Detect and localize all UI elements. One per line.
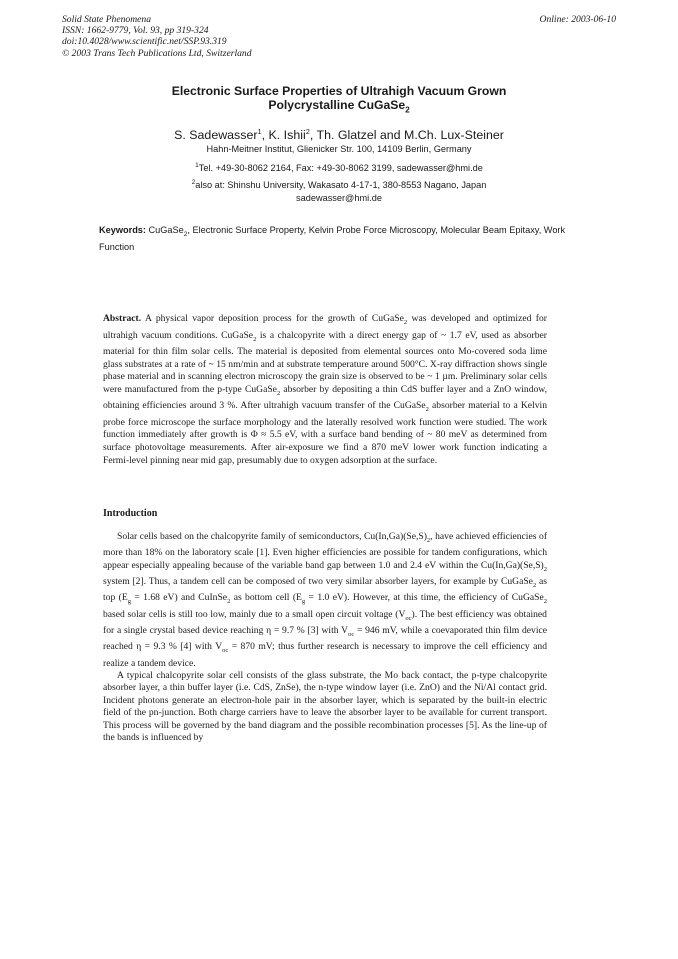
title-line-2 bbox=[100, 98, 578, 117]
abstract-text-1: A physical vapor deposition process for the growth of CuGaSe bbox=[141, 313, 404, 324]
p1-sub-5: 2 bbox=[543, 598, 548, 606]
keywords-label: Keywords: bbox=[99, 225, 146, 235]
p1-j: ). The best efficiency was obtained for a single crystal based device reaching η = 9.7 % [3] with V bbox=[103, 608, 547, 636]
abstract-sub-2: 2 bbox=[253, 335, 257, 343]
p1-c: system [2]. Thus, a tandem cell can be composed of two very similar absorber layers, for example by CuGaSe bbox=[103, 576, 533, 588]
p1-b: , have achieved efficiencies of more than 18% on the laboratory scale [1]. Even higher efficiencies are possible for tandem configurations, which appear especially appealing because of the variable band gap between 1.0 and 2.4 eV within the Cu(In,Ga)(Se,S) bbox=[103, 531, 548, 571]
keywords bbox=[99, 224, 579, 254]
abstract-sub-3: 2 bbox=[276, 389, 281, 397]
p1-sub-oc3: oc bbox=[222, 647, 229, 655]
author-2: K. Ishii bbox=[268, 128, 306, 143]
contact-text: Tel. +49-30-8062 2164, Fax: +49-30-8062 3199, sadewasser@hmi.de bbox=[198, 163, 483, 174]
author-1: S. Sadewasser bbox=[174, 128, 258, 143]
p1-l: = 870 mV; thus further research is necessary to improve the cell efficiency and realize a tandem device. bbox=[103, 641, 547, 669]
journal-header bbox=[62, 14, 252, 59]
also-sup: 2 bbox=[191, 179, 196, 186]
journal-name: Solid State Phenomena bbox=[62, 14, 151, 25]
keyword-1-sub: 2 bbox=[183, 230, 188, 238]
abstract-text-5: absorber material to a Kelvin probe force microscope the surface morphology and the laterally resolved work function were studied. The work function immediately after growth is Φ ≈ 5.5 eV, with a surface band bending of ~ 80 meV as determined from surface photovoltage measurements. After air-exposure we find a 870 meV lower work function indicating a Fermi-level pinning near mid gap, presumably due to oxygen adsorption at the surface. bbox=[103, 400, 547, 466]
intro-paragraph-2: A typical chalcopyrite solar cell consists of the glass substrate, the Mo back contact, the p-type chalcopyrite absorber layer, a thin buffer layer (i.e. CdS, ZnSe), the n-type window layer (i.e. ZnO) and the Ni/Al contact grid. Incident photons generate an electron-hole pair in the absorber layer, which is separated by the built-in electric field of the pn-junction. Both charge carriers have to leave the absorber layer to be available for current transport. This process will be governed by the band diagram and the possible recombination processes [5]. As the line-up of the bands is influenced by bbox=[103, 670, 547, 744]
abstract-label: Abstract. bbox=[103, 313, 142, 324]
authors-rest: , Th. Glatzel and M.Ch. Lux-Steiner bbox=[309, 128, 504, 143]
keyword-1: CuGaSe bbox=[145, 225, 184, 235]
title-subscript: 2 bbox=[405, 105, 410, 115]
section-heading-introduction: Introduction bbox=[103, 508, 158, 519]
intro-paragraph-1 bbox=[103, 531, 547, 670]
p1-d: as top (E bbox=[103, 576, 548, 604]
p1-h: = 1.0 eV). However, at this time, the efficiency of CuGaSe bbox=[305, 592, 544, 604]
abstract-text-3: is a chalcopyrite with a direct energy gap of ~ 1.7 eV, used as absorber material for thin film solar cells. The material is deposited from elemental sources onto Mo-covered soda lime glass substrates at a rate of ~ 15 nm/min and at substrate temperature around 500°C. X-ray diffraction shows single phase material and in scanning electron microscopy the grain size is observed to be ~ 1 µm. Preliminary solar cells were manufactured from the p-type CuGaSe bbox=[103, 329, 547, 395]
title-line-2-text: Polycrystalline CuGaSe bbox=[268, 98, 406, 112]
p1-sub-g2: g bbox=[301, 598, 306, 606]
abstract-text-4: absorber by depositing a thin CdS buffer layer and a ZnO window, obtaining efficiencies around 3 %. After ultrahigh vacuum transfer of the CuGaSe bbox=[103, 383, 547, 412]
p1-e: = 1.68 eV) and CuInSe bbox=[130, 592, 228, 604]
abstract bbox=[103, 313, 547, 467]
p1-sub-4: 2 bbox=[227, 598, 231, 606]
online-date: Online: 2003-06-10 bbox=[539, 14, 616, 25]
abstract-sub-4: 2 bbox=[425, 406, 429, 414]
p1-sub-1: 2 bbox=[426, 536, 431, 544]
abstract-text-2: was developed and optimized for ultrahigh vacuum conditions. CuGaSe bbox=[103, 313, 547, 341]
p1-sub-oc1: oc bbox=[405, 614, 412, 622]
affiliation-institute: Hahn-Meitner Institut, Glienicker Str. 100, 14109 Berlin, Germany bbox=[206, 144, 472, 154]
doi-line: doi:10.4028/www.scientific.net/SSP.93.319 bbox=[62, 36, 227, 48]
copyright-line: © 2003 Trans Tech Publications Ltd, Switzerland bbox=[62, 47, 252, 59]
p1-f: as bottom cell (E bbox=[230, 592, 302, 604]
contact-sup: 1 bbox=[195, 162, 199, 169]
issn-line: ISSN: 1662-9779, Vol. 93, pp 319-324 bbox=[62, 25, 209, 37]
p1-i: based solar cells is still too low, mainly due to a small open circuit voltage (V bbox=[103, 608, 406, 620]
p1-sub-3: 2 bbox=[532, 581, 537, 589]
author-sep: , bbox=[261, 128, 269, 143]
p1-k: = 946 mV, while a coevaporated thin film device reached η = 9.3 % [4] with V bbox=[103, 624, 547, 653]
abstract-sub-1: 2 bbox=[403, 318, 408, 326]
affiliation-email: sadewasser@hmi.de bbox=[296, 193, 382, 203]
keywords-rest: , Electronic Surface Property, Kelvin Probe Force Microscopy, Molecular Beam Epitaxy, Work Function bbox=[99, 225, 566, 253]
affiliation-also bbox=[90, 177, 588, 191]
author-2-sup: 2 bbox=[305, 127, 310, 136]
also-text: also at: Shinshu University, Wakasato 4-17-1, 380-8553 Nagano, Japan bbox=[195, 180, 487, 191]
p1-sub-oc2: oc bbox=[348, 630, 355, 638]
p1-sub-g1: g bbox=[127, 598, 131, 606]
p1-a: Solar cells based on the chalcopyrite family of semiconductors, Cu(In,Ga)(Se,S) bbox=[117, 531, 427, 542]
author-1-sup: 1 bbox=[257, 127, 262, 136]
affiliation-contact bbox=[90, 160, 588, 174]
paper-title bbox=[100, 84, 578, 117]
title-line-1: Electronic Surface Properties of Ultrahigh Vacuum Grown bbox=[171, 84, 507, 98]
author-list bbox=[90, 124, 588, 143]
introduction-body bbox=[103, 531, 547, 744]
p1-sub-2: 2 bbox=[543, 565, 547, 573]
